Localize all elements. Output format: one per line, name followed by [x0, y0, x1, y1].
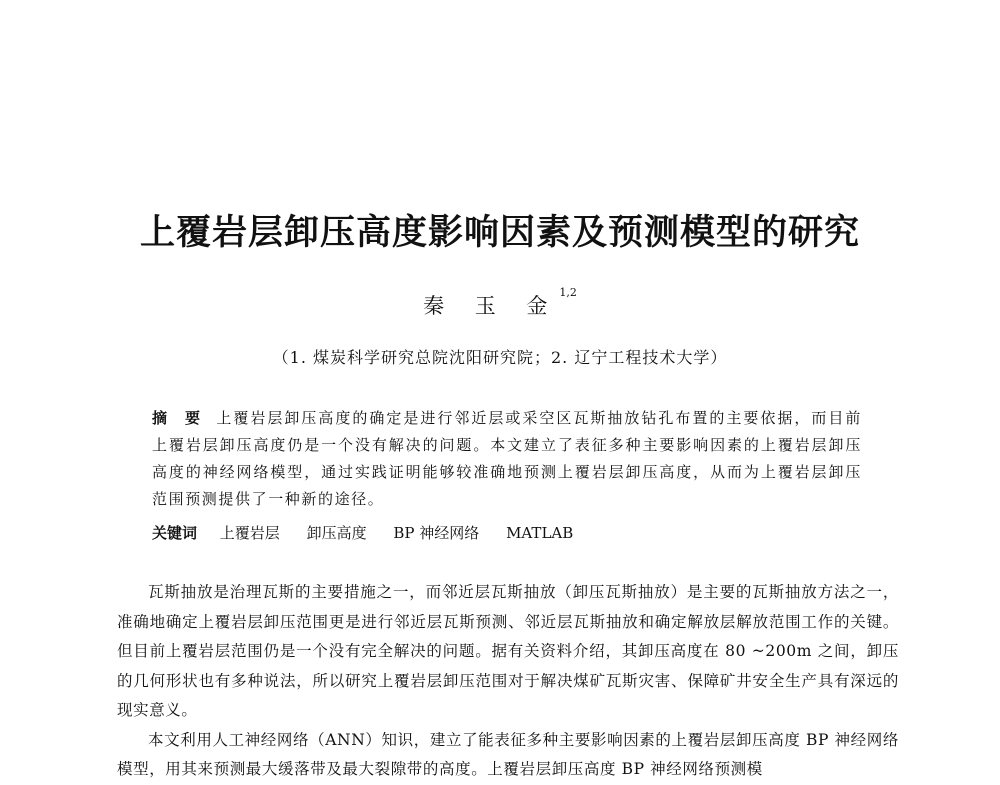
abstract	[152, 405, 862, 513]
author-name: 秦 玉 金	[423, 294, 560, 318]
body-paragraph: 瓦斯抽放是治理瓦斯的主要措施之一，而邻近层瓦斯抽放（卸压瓦斯抽放）是主要的瓦斯抽放方法之一，准确地确定上覆岩层卸压范围更是进行邻近层瓦斯预测、邻近层瓦斯抽放和确定解放层解放范围工作的关键。但目前上覆岩层范围仍是一个没有完全解决的问题。据有关资料介绍，其卸压高度在 80 ~200m 之间，卸压的几何形状也有多种说法，所以研究上覆岩层卸压范围对于解决煤矿瓦斯灾害、保障矿井安全生产具有深远的现实意义。	[117, 583, 899, 719]
abstract-label: 摘 要	[152, 409, 207, 427]
affiliations: （1. 煤炭科学研究总院沈阳研究院；2. 辽宁工程技术大学）	[272, 348, 728, 367]
body-paragraph: 本文利用人工神经网络（ANN）知识，建立了能表征多种主要影响因素的上覆岩层卸压高度 BP 神经网络模型，用其来预测最大缓落带及最大裂隙带的高度。上覆岩层卸压高度 BP 神经网络预测模	[117, 730, 899, 778]
keyword: BP 神经网络	[393, 524, 480, 542]
abstract-text: 上覆岩层卸压高度的确定是进行邻近层或采空区瓦斯抽放钻孔布置的主要依据，而目前上覆岩层卸压高度仍是一个没有解决的问题。本文建立了表征多种主要影响因素的上覆岩层卸压高度的神经网络模型，通过实践证明能够较准确地预测上覆岩层卸压高度，从而为上覆岩层卸压范围预测提供了一种新的途径。	[152, 409, 862, 508]
paper-title: 上覆岩层卸压高度影响因素及预测模型的研究	[139, 212, 860, 253]
keywords	[152, 521, 862, 545]
author-line	[0, 286, 1000, 320]
body-text	[117, 578, 899, 785]
keyword: MATLAB	[506, 524, 574, 542]
keywords-label: 关键词	[152, 524, 198, 542]
keyword: 卸压高度	[306, 524, 367, 542]
keyword: 上覆岩层	[219, 524, 280, 542]
author-affiliation-marks: 1,2	[559, 286, 577, 299]
